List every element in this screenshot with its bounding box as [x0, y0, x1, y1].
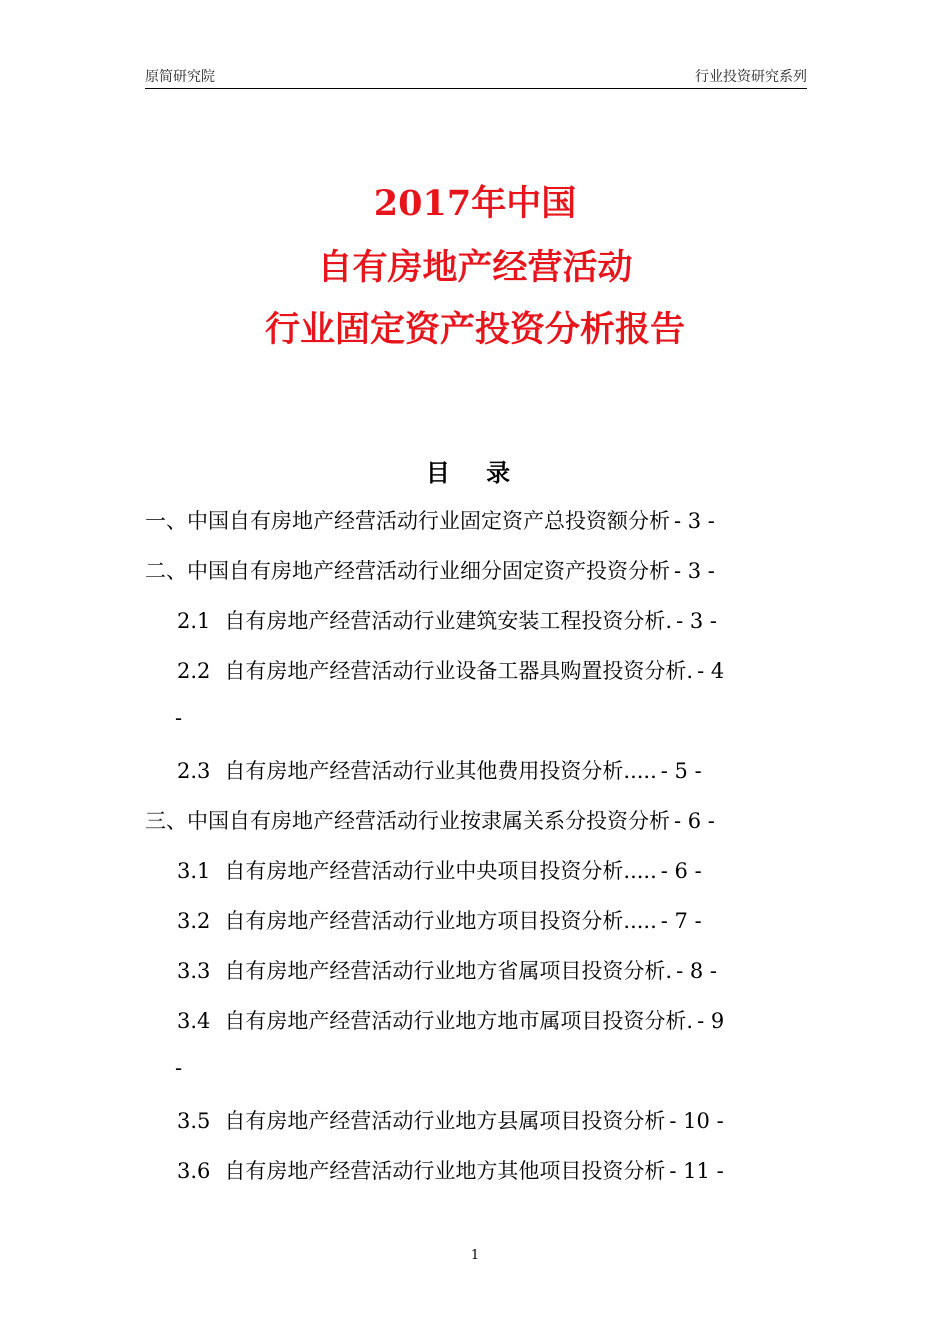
toc-entry-1[interactable] — [145, 506, 807, 536]
toc-entry-page-continuation: - — [175, 706, 183, 730]
report-title-line-1: 2017年中国 — [373, 183, 577, 224]
toc-entry-3-2[interactable] — [177, 906, 807, 936]
page-header — [145, 66, 807, 90]
toc-entry-text: 一、中国自有房地产经营活动行业固定资产总投资额分析 — [145, 509, 670, 533]
toc-entry-2-2[interactable] — [177, 656, 807, 686]
toc-entry-number: 2.3 — [177, 759, 211, 783]
header-divider — [145, 88, 807, 89]
header-series-name: 行业投资研究系列 — [695, 69, 807, 85]
report-title-line-2: 自有房地产经营活动 — [317, 247, 633, 288]
toc-entry-number: 3.4 — [177, 1009, 211, 1033]
toc-entry-page: - 8 - — [676, 959, 717, 983]
toc-entry-3-1[interactable] — [177, 856, 807, 886]
toc-entry-page: - 9 — [697, 1009, 725, 1033]
toc-entry-text: 自有房地产经营活动行业地方其他项目投资分析 — [224, 1159, 666, 1183]
toc-entry-text: 自有房地产经营活动行业中央项目投资分析..... — [224, 859, 657, 883]
toc-entry-number: 3.3 — [177, 959, 211, 983]
toc-entry-text: 三、中国自有房地产经营活动行业按隶属关系分投资分析 — [145, 809, 670, 833]
toc-entry-page: - 3 - — [676, 609, 717, 633]
page-number: 1 — [470, 1248, 480, 1263]
toc-entry-page: - 7 - — [660, 909, 702, 933]
header-org-name: 原简研究院 — [145, 69, 215, 85]
toc-entry-3-4[interactable] — [177, 1006, 807, 1036]
toc-entry-number: 3.1 — [177, 859, 211, 883]
toc-entry-number: 3.5 — [177, 1109, 211, 1133]
toc-entry-text: 自有房地产经营活动行业建筑安装工程投资分析. — [224, 609, 673, 633]
toc-entry-text: 自有房地产经营活动行业地方县属项目投资分析 — [224, 1109, 666, 1133]
toc-entry-text: 二、中国自有房地产经营活动行业细分固定资产投资分析 — [145, 559, 670, 583]
toc-entry-page: - 3 - — [674, 509, 715, 533]
toc-entry-page: - 5 - — [660, 759, 702, 783]
toc-entry-number: 2.1 — [177, 609, 211, 633]
toc-entry-3[interactable] — [145, 806, 807, 836]
toc-entry-page: - 11 - — [669, 1159, 724, 1183]
toc-entry-number: 2.2 — [177, 659, 211, 683]
toc-entry-text: 自有房地产经营活动行业地方项目投资分析..... — [224, 909, 657, 933]
toc-entry-page: - 6 - — [674, 809, 715, 833]
toc-entry-text: 自有房地产经营活动行业地方地市属项目投资分析. — [224, 1009, 694, 1033]
toc-entry-3-5[interactable] — [177, 1106, 807, 1136]
toc-entry-3-6[interactable] — [177, 1156, 807, 1186]
toc-entry-number: 3.2 — [177, 909, 211, 933]
toc-entry-text: 自有房地产经营活动行业其他费用投资分析..... — [224, 759, 657, 783]
toc-entry-text: 自有房地产经营活动行业地方省属项目投资分析. — [224, 959, 673, 983]
toc-heading: 目 录 — [425, 459, 525, 487]
toc-entry-3-3[interactable] — [177, 956, 807, 986]
toc-entry-page: - 4 — [697, 659, 725, 683]
toc-entry-2-3[interactable] — [177, 756, 807, 786]
report-title-line-3: 行业固定资产投资分析报告 — [264, 309, 685, 350]
toc-entry-2[interactable] — [145, 556, 807, 586]
toc-entry-number: 3.6 — [177, 1159, 211, 1183]
toc-entry-text: 自有房地产经营活动行业设备工器具购置投资分析. — [224, 659, 694, 683]
toc-entry-2-1[interactable] — [177, 606, 807, 636]
toc-entry-page-continuation: - — [175, 1056, 183, 1080]
toc-entry-page: - 10 - — [669, 1109, 724, 1133]
toc-entry-page: - 3 - — [674, 559, 715, 583]
toc-entry-page: - 6 - — [660, 859, 702, 883]
